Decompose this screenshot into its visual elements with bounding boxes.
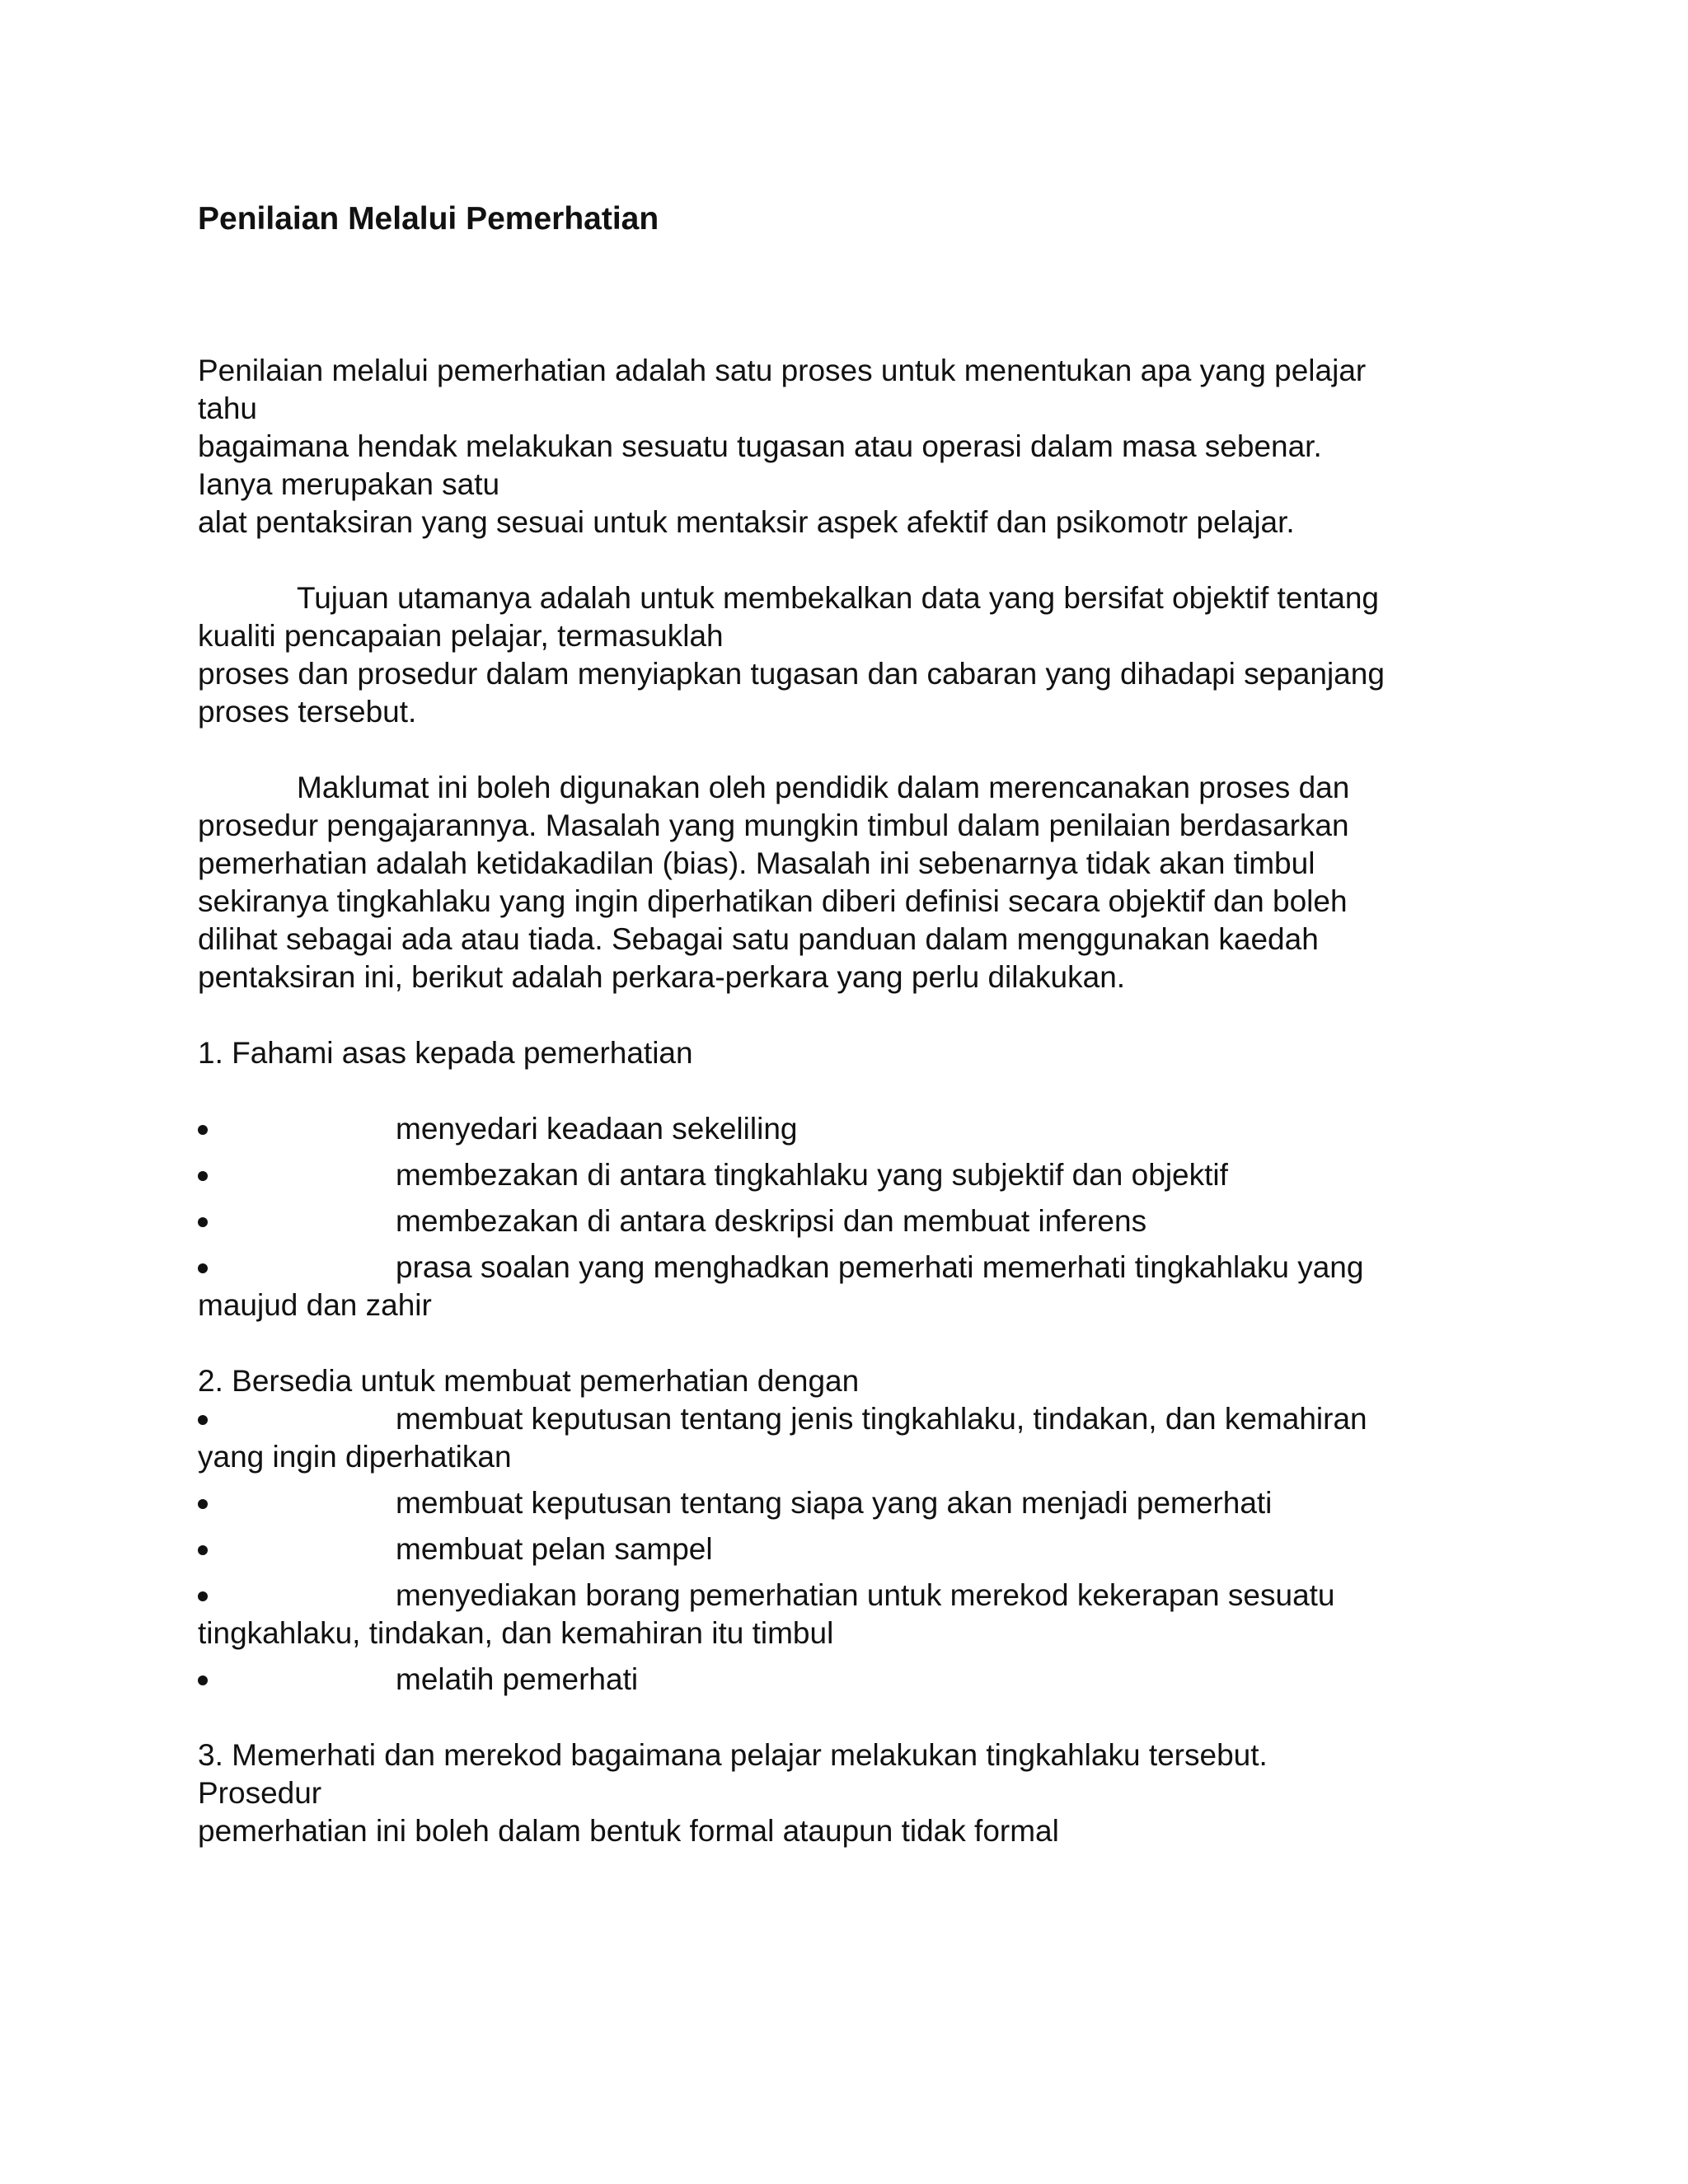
list-item-continuation: maujud dan zahir <box>198 1288 432 1322</box>
para3-line-6: pentaksiran ini, berikut adalah perkara-perkara yang perlu dilakukan. <box>198 960 1126 994</box>
para3-line-5: dilihat sebagai ada atau tiada. Sebagai satu panduan dalam menggunakan kaedah <box>198 922 1319 956</box>
list-item <box>198 1110 798 1148</box>
bullet-icon <box>198 1125 208 1135</box>
list-item <box>198 1400 1367 1438</box>
section1-heading: 1. Fahami asas kepada pemerhatian <box>198 1036 693 1070</box>
intro-line-1: Penilaian melalui pemerhatian adalah satu proses untuk menentukan apa yang pelajar <box>198 354 1367 387</box>
section3-line-3: pemerhatian ini boleh dalam bentuk formal ataupun tidak formal <box>198 1814 1059 1848</box>
bullet-icon <box>198 1263 208 1273</box>
intro-line-2: tahu <box>198 391 258 425</box>
list-item-text: membuat pelan sampel <box>396 1532 713 1566</box>
list-item-text: melatih pemerhati <box>396 1662 639 1696</box>
intro-line-4: Ianya merupakan satu <box>198 467 500 501</box>
para2-line-2: kualiti pencapaian pelajar, termasuklah <box>198 619 724 653</box>
para3-line-1: Maklumat ini boleh digunakan oleh pendidik dalam merencanakan proses dan <box>297 771 1350 804</box>
list-item-text: membezakan di antara tingkahlaku yang subjektif dan objektif <box>396 1158 1228 1192</box>
list-item <box>198 1530 713 1568</box>
bullet-icon <box>198 1217 208 1227</box>
list-item-text: prasa soalan yang menghadkan pemerhati memerhati tingkahlaku yang <box>396 1250 1364 1284</box>
list-item-continuation: yang ingin diperhatikan <box>198 1440 512 1474</box>
list-item-text: membuat keputusan tentang siapa yang akan menjadi pemerhati <box>396 1486 1273 1520</box>
bullet-icon <box>198 1499 208 1509</box>
list-item <box>198 1249 1364 1286</box>
para3-line-4: sekiranya tingkahlaku yang ingin diperhatikan diberi definisi secara objektif dan boleh <box>198 884 1348 918</box>
bullet-icon <box>198 1171 208 1181</box>
bullet-icon <box>198 1415 208 1425</box>
para2-line-1: Tujuan utamanya adalah untuk membekalkan data yang bersifat objektif tentang <box>297 581 1379 615</box>
intro-line-3: bagaimana hendak melakukan sesuatu tugasan atau operasi dalam masa sebenar. <box>198 429 1322 463</box>
list-item-text: menyediakan borang pemerhatian untuk merekod kekerapan sesuatu <box>396 1578 1335 1612</box>
list-item-text: membezakan di antara deskripsi dan membuat inferens <box>396 1204 1147 1238</box>
intro-line-5: alat pentaksiran yang sesuai untuk mentaksir aspek afektif dan psikomotr pelajar. <box>198 505 1295 539</box>
list-item <box>198 1661 639 1699</box>
document-title: Penilaian Melalui Pemerhatian <box>198 201 659 237</box>
list-item-text: membuat keputusan tentang jenis tingkahlaku, tindakan, dan kemahiran <box>396 1402 1367 1436</box>
list-item-text: menyedari keadaan sekeliling <box>396 1112 798 1146</box>
para2-line-4: proses tersebut. <box>198 695 417 729</box>
para3-line-3: pemerhatian adalah ketidakadilan (bias). Masalah ini sebenarnya tidak akan timbul <box>198 846 1315 880</box>
para2-line-3: proses dan prosedur dalam menyiapkan tugasan dan cabaran yang dihadapi sepanjang <box>198 657 1385 691</box>
list-item <box>198 1484 1273 1522</box>
section3-line-1: 3. Memerhati dan merekod bagaimana pelajar melakukan tingkahlaku tersebut. <box>198 1738 1268 1772</box>
list-item <box>198 1577 1335 1615</box>
list-item <box>198 1156 1228 1194</box>
para3-line-2: prosedur pengajarannya. Masalah yang mungkin timbul dalam penilaian berdasarkan <box>198 808 1349 842</box>
bullet-icon <box>198 1545 208 1555</box>
bullet-icon <box>198 1675 208 1685</box>
list-item-continuation: tingkahlaku, tindakan, dan kemahiran itu timbul <box>198 1616 834 1650</box>
section2-heading: 2. Bersedia untuk membuat pemerhatian dengan <box>198 1364 860 1398</box>
bullet-icon <box>198 1591 208 1601</box>
list-item <box>198 1202 1147 1240</box>
section3-line-2: Prosedur <box>198 1776 322 1810</box>
